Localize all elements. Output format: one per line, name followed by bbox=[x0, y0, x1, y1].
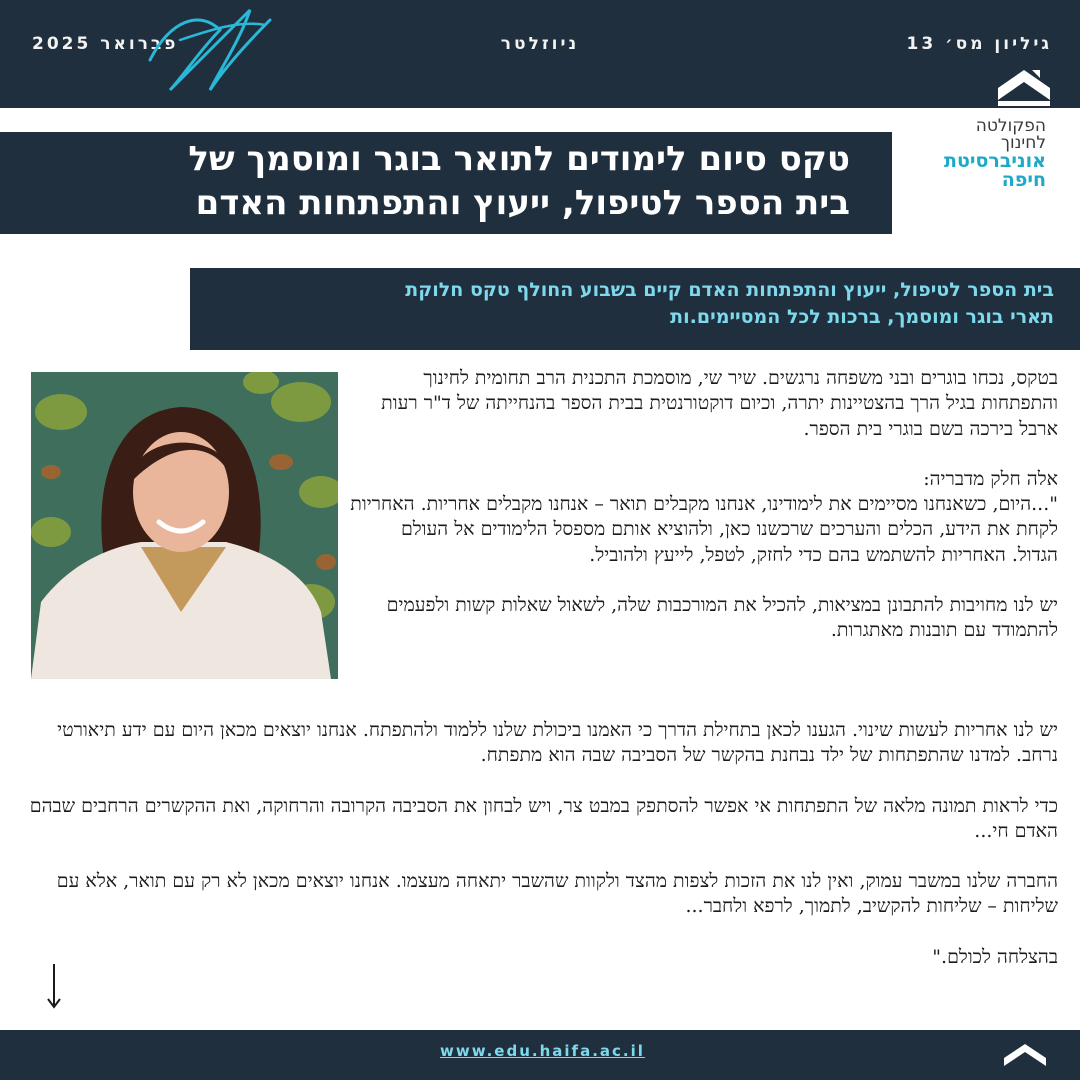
body-paragraph: אלה חלק מדבריה: bbox=[923, 467, 1058, 490]
article-body-top bbox=[350, 366, 1058, 668]
handwritten-signature-logo bbox=[140, 0, 280, 100]
newsletter-title: ניוזלטר bbox=[500, 34, 580, 54]
footer-bar bbox=[0, 1030, 1080, 1080]
headline-line-1: טקס סיום לימודים לתואר בוגר ומוסמך של bbox=[188, 139, 850, 179]
article-body-bottom bbox=[22, 718, 1058, 995]
article-lead bbox=[204, 277, 1054, 330]
faculty-line-2: לחינוך bbox=[1000, 133, 1046, 153]
quote-closing: בהצלחה לכולם." bbox=[932, 945, 1058, 968]
university-chevron-logo bbox=[1004, 1044, 1046, 1068]
quote-paragraph: החברה שלנו במשבר עמוק, ואין לנו את הזכות לצפות מהצד ולקוות שהשבר יתאחה מעצמו. אנחנו יוצאים מכאן לא רק עם תואר, אלא עם שליחות – שליחות להקשיב, לתמוך, לרפא ולחבר... bbox=[56, 870, 1058, 918]
quote-paragraph: כדי לראות תמונה מלאה של התפתחות אי אפשר להסתפק במבט צר, ויש לבחון את הסביבה הקרובה והרחוקה, ואת ההקשרים הרחבים שבהם האדם חי... bbox=[29, 794, 1058, 842]
headline-banner bbox=[0, 132, 892, 234]
quote-paragraph: "...היום, כשאנחנו מסיימים את לימודינו, אנחנו מקבלים תואר – אנחנו מקבלים אחריות. האחריות לקחת את הידע, הכלים והערכים שרכשנו כאן, ולהוציא אותם מספסל הלימודים אל העולם הגדול. האחריות להשתמש בהם כדי לחזק, לטפל, לייעץ ולהוביל. bbox=[350, 493, 1058, 566]
faculty-line-1: הפקולטה bbox=[975, 116, 1046, 136]
faculty-logo bbox=[944, 118, 1046, 190]
quote-paragraph: יש לנו מחויבות להתבונן במציאות, להכיל את המורכבות שלה, לשאול שאלות קשות ולפעמים להתמודד עם תובנות מאתגרות. bbox=[386, 593, 1058, 642]
graduate-portrait-photo bbox=[31, 372, 338, 679]
headline-line-2: בית הספר לטיפול, ייעוץ והתפתחות האדם bbox=[195, 182, 850, 223]
university-line-1: אוניברסיטת bbox=[944, 150, 1046, 172]
article-headline bbox=[20, 138, 850, 225]
issue-number: גיליון מס׳ 13 bbox=[906, 34, 1052, 54]
website-link[interactable]: www.edu.haifa.ac.il bbox=[440, 1042, 645, 1060]
down-arrow-icon bbox=[44, 962, 64, 1010]
lead-banner bbox=[190, 268, 1080, 350]
university-line-2: חיפה bbox=[1001, 169, 1046, 191]
issue-date: פברואר 2025 bbox=[32, 34, 179, 54]
university-chevron-logo bbox=[998, 70, 1050, 106]
top-bar bbox=[0, 0, 1080, 108]
body-paragraph: בטקס, נכחו בוגרים ובני משפחה נרגשים. שיר שי, מוסמכת התכנית הרב תחומית לחינוך והתפתחות בגיל הרך בהצטיינות יתרה, וכיום דוקטורנטית בבית הספר בהנחייתה של ד"ר רעות ארבל בירכה בשם בוגרי בית הספר. bbox=[381, 367, 1058, 440]
lead-line-2: תארי בוגר ומוסמך, ברכות לכל המסיימים.ות bbox=[670, 305, 1054, 328]
quote-paragraph: יש לנו אחריות לעשות שינוי. הגענו לכאן בתחילת הדרך כי האמנו ביכולת שלנו ללמוד ולהתפתח. אנחנו יוצאים מכאן היום עם ידע תיאורטי נרחב. למדנו שהתפתחות של ילד נבחנת בהקשר של הסביבה שבה הוא מתפתח. bbox=[57, 719, 1058, 767]
lead-line-1: בית הספר לטיפול, ייעוץ והתפתחות האדם קיים בשבוע החולף טקס חלוקת bbox=[405, 279, 1054, 301]
